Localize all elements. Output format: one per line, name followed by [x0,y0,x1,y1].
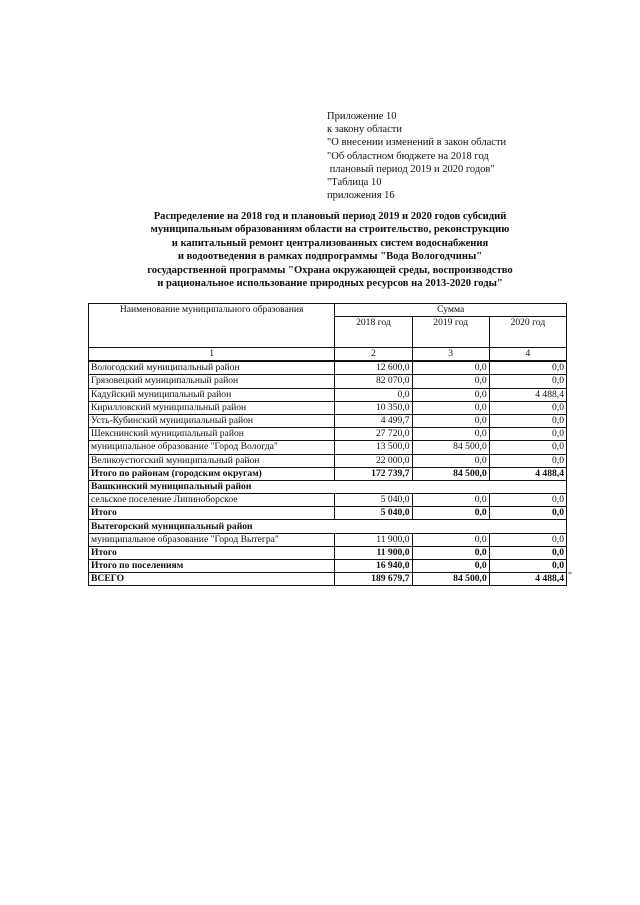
value-2020: 0,0 [489,361,566,375]
title-line: государственной программы "Охрана окружающей среды, воспроизводство [147,264,513,276]
value-2018: 27 720,0 [335,428,412,441]
value-2019: 0,0 [412,546,489,559]
row-name: Итого по районам (городским округам) [89,467,335,480]
annex-line: "О внесении изменений в закон области [327,137,507,149]
value-2019: 0,0 [412,361,489,375]
col-number: 1 [89,348,335,362]
section-row [89,480,567,493]
row-name: ВСЕГО [89,573,335,586]
title-line: и водоотведения в рамках подпрограммы "Вода Вологодчины" [177,251,483,263]
table-row [89,388,567,401]
value-2020: 0,0 [489,533,566,546]
subtotal-row [89,507,567,520]
header-name: Наименование муниципального образования [89,304,335,348]
header-year-2019: 2019 год [412,317,489,348]
value-2020: 0,0 [489,507,566,520]
value-2018: 82 070,0 [335,375,412,388]
value-2020: 0,0 [489,560,566,573]
value-2019: 0,0 [412,401,489,414]
value-2018: 5 040,0 [335,507,412,520]
title-line: муниципальным образованиям области на строительство, реконструкцию [150,224,510,236]
value-2020: 0,0 [489,375,566,388]
table-row [89,428,567,441]
col-number: 4 [489,348,566,362]
row-name: Итого [89,507,335,520]
value-2020: 0,0 [489,454,566,467]
table-row [89,414,567,427]
annex-line: Приложение 10 [327,111,397,122]
value-2019: 84 500,0 [412,441,489,454]
row-name: Кирилловский муниципальный район [89,401,335,414]
value-2019: 84 500,0 [412,467,489,480]
row-name: Шекснинский муниципальный район [89,428,335,441]
table-row [89,533,567,546]
value-2019: 84 500,0 [412,573,489,586]
col-number: 2 [335,348,412,362]
value-2020: 0,0 [489,414,566,427]
row-name: Итого [89,546,335,559]
subsidy-table [88,303,567,586]
value-2018: 22 000,0 [335,454,412,467]
row-name: муниципальное образование "Город Вологда" [89,441,335,454]
value-2019: 0,0 [412,494,489,507]
value-2018: 10 350,0 [335,401,412,414]
value-2019: 0,0 [412,507,489,520]
section-name: Вытегорский муниципальный район [89,520,567,533]
table-row [89,454,567,467]
row-name: Итого по поселениям [89,560,335,573]
row-name: Великоустюгский муниципальный район [89,454,335,467]
value-2020: 0,0 [489,546,566,559]
value-2018: 11 900,0 [335,533,412,546]
header-sum: Сумма [335,304,567,317]
row-name: муниципальное образование "Город Вытегра" [89,533,335,546]
value-2018: 4 499,7 [335,414,412,427]
value-2019: 0,0 [412,388,489,401]
value-2018: 13 500,0 [335,441,412,454]
value-2018: 12 600,0 [335,361,412,375]
title-line: и капитальный ремонт централизованных систем водоснабжения [171,237,489,249]
grand-total-row [89,573,567,586]
row-name: Вологодский муниципальный район [89,361,335,375]
section-row [89,520,567,533]
value-2020: 4 488,4 [489,467,566,480]
annex-line: к закону области [327,124,402,136]
value-2018: 11 900,0 [335,546,412,559]
value-2020: 0,0 [489,494,566,507]
value-2019: 0,0 [412,428,489,441]
table-row [89,494,567,507]
value-2018: 16 940,0 [335,560,412,573]
table-row [89,361,567,375]
value-2019: 0,0 [412,414,489,427]
annex-line: "Об областном бюджете на 2018 год [327,150,489,162]
subtotal-row [89,467,567,480]
closing-quote: " [568,571,573,582]
value-2020: 0,0 [489,401,566,414]
document-title [80,210,580,290]
value-2019: 0,0 [412,375,489,388]
row-name: Грязовецкий муниципальный район [89,375,335,388]
row-name: сельское поселение Липиноборское [89,494,335,507]
value-2018: 172 739,7 [335,467,412,480]
value-2020: 4 488,4 [489,388,566,401]
column-number-row [89,348,567,362]
table-row [89,401,567,414]
annex-line: "Таблица 10 [327,177,382,189]
subtotal-row [89,546,567,559]
col-number: 3 [412,348,489,362]
value-2019: 0,0 [412,560,489,573]
value-2019: 0,0 [412,454,489,467]
table-row [89,441,567,454]
title-line: Распределение на 2018 год и плановый период 2019 и 2020 годов субсидий [153,211,507,222]
value-2020: 0,0 [489,428,566,441]
annex-line: приложения 16 [327,190,395,202]
value-2018: 5 040,0 [335,494,412,507]
value-2020: 0,0 [489,441,566,454]
annex-line: плановый период 2019 и 2020 годов" [327,163,495,175]
header-year-2020: 2020 год [489,317,566,348]
value-2018: 0,0 [335,388,412,401]
value-2020: 4 488,4 [489,573,566,586]
value-2019: 0,0 [412,533,489,546]
title-line: и рациональное использование природных ресурсов на 2013-2020 годы" [157,278,503,290]
subtotal-row [89,560,567,573]
value-2018: 189 679,7 [335,573,412,586]
row-name: Кадуйский муниципальный район [89,388,335,401]
table-row [89,375,567,388]
section-name: Вашкинский муниципальный район [89,480,567,493]
row-name: Усть-Кубинский муниципальный район [89,414,335,427]
annex-reference [327,110,506,202]
header-year-2018: 2018 год [335,317,412,348]
